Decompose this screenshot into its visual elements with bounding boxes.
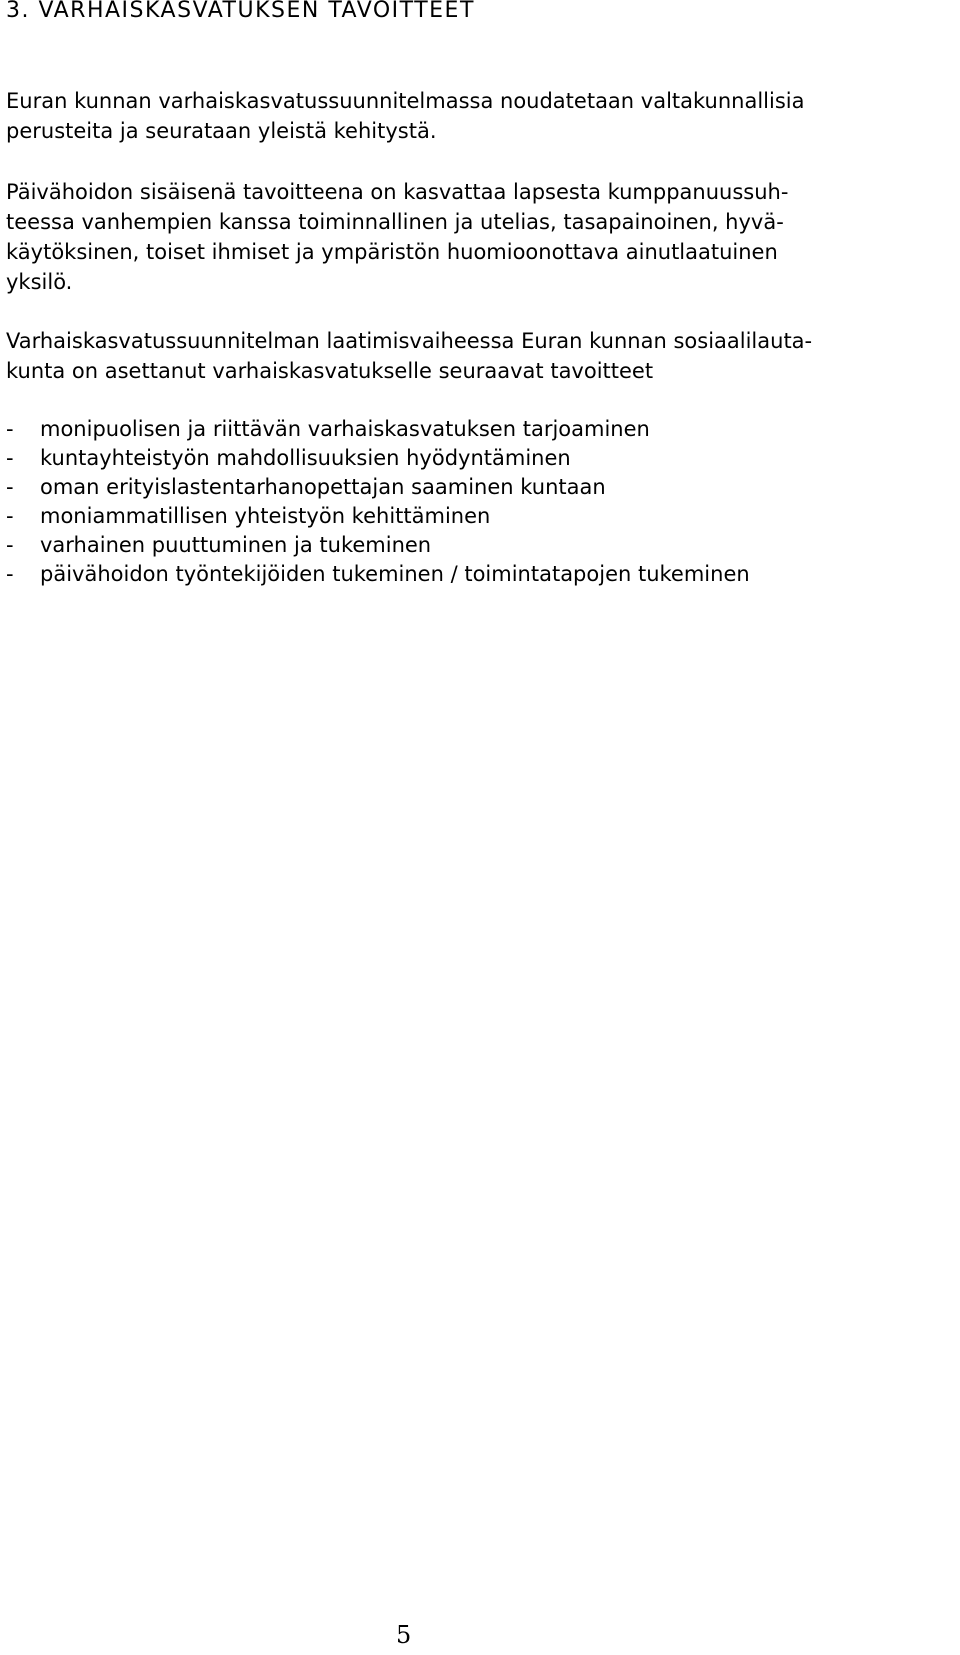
intro-line: Euran kunnan varhaiskasvatussuunnitelmassa noudatetaan valtakunnallisia [6,89,805,113]
goal-text: monipuolisen ja riittävän varhaiskasvatuksen tarjoaminen [40,417,650,441]
intro-paragraph [6,86,804,146]
list-dash-marker: - [6,533,14,557]
board-goals-intro-paragraph [6,326,812,386]
board-goals-intro-line: kunta on asettanut varhaiskasvatukselle seuraavat tavoitteet [6,359,654,383]
goal-text: varhainen puuttuminen ja tukeminen [40,533,432,557]
goal-list-item [6,473,750,502]
page-number: 5 [396,1621,412,1649]
goal-list-item [6,444,750,473]
list-dash-marker: - [6,446,14,470]
goal-list-item [6,502,750,531]
intro-line: perusteita ja seurataan yleistä kehitystä. [6,119,437,143]
goal-statement-line: yksilö. [6,270,73,294]
goal-statement-line: Päivähoidon sisäisenä tavoitteena on kasvattaa lapsesta kumppanuussuh- [6,180,789,204]
list-dash-marker: - [6,417,14,441]
section-heading: 3. VARHAISKASVATUKSEN TAVOITTEET [6,0,475,23]
goal-text: kuntayhteistyön mahdollisuuksien hyödyntäminen [40,446,571,470]
list-dash-marker: - [6,562,14,586]
board-goals-intro-line: Varhaiskasvatussuunnitelman laatimisvaiheessa Euran kunnan sosiaalilauta- [6,329,813,353]
goal-text: moniammatillisen yhteistyön kehittäminen [40,504,491,528]
goal-text: päivähoidon työntekijöiden tukeminen / toimintatapojen tukeminen [40,562,750,586]
goal-text: oman erityislastentarhanopettajan saaminen kuntaan [40,475,606,499]
goal-statement-paragraph [6,177,788,297]
goal-list-item [6,560,750,589]
list-dash-marker: - [6,504,14,528]
list-dash-marker: - [6,475,14,499]
goals-list [6,415,750,589]
goal-statement-line: teessa vanhempien kanssa toiminnallinen ja utelias, tasapainoinen, hyvä- [6,210,784,234]
goal-statement-line: käytöksinen, toiset ihmiset ja ympäristön huomioonottava ainutlaatuinen [6,240,778,264]
goal-list-item [6,531,750,560]
goal-list-item [6,415,750,444]
